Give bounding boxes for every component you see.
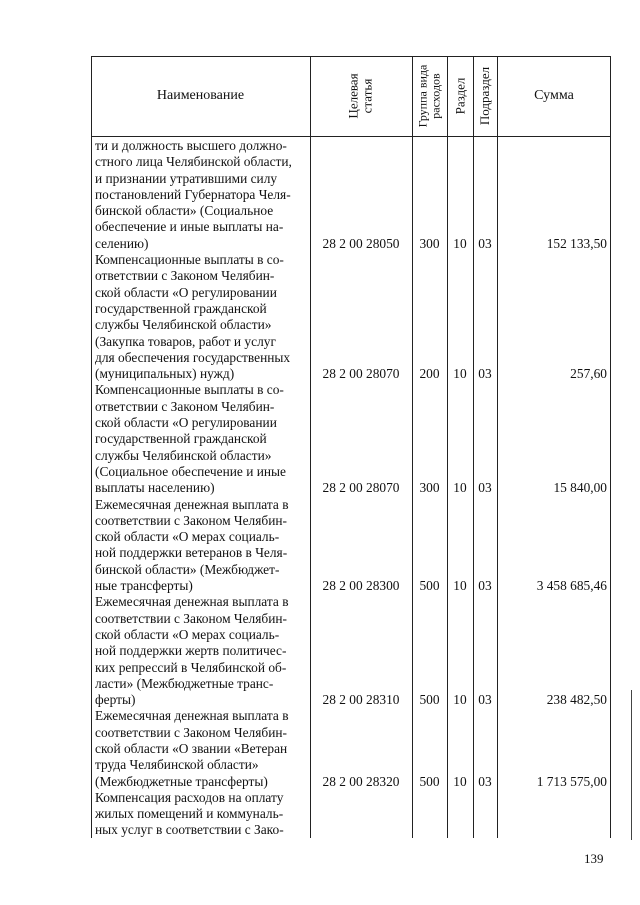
row-target-article: 28 2 00 28300 <box>322 578 400 594</box>
header-expense-group: Группа вида расходов <box>415 64 443 128</box>
header-name: Наименование <box>156 88 245 103</box>
table-row <box>91 252 611 382</box>
row-subsection: 03 <box>478 366 492 382</box>
row-subsection: 03 <box>478 235 492 251</box>
row-name: Компенсационные выплаты в со- ответствии с Законом Челябин- ской области «О регулировании государственной гражданской службы Челябинской области» (Закупка товаров, работ и услуг для обеспечения государственных (муниципальных) нужд) <box>95 252 291 382</box>
budget-table <box>91 56 611 838</box>
row-target-article: 28 2 00 28310 <box>322 692 400 708</box>
row-target-article: 28 2 00 28070 <box>322 366 400 382</box>
row-subsection: 03 <box>478 692 492 708</box>
row-name: Ежемесячная денежная выплата в соответствии с Законом Челябин- ской области «О мерах социаль- ной поддержки жертв политичес- ких репрессий в Челябинской об- ласти» (Межбюджетные транс- ферты) <box>95 594 289 708</box>
row-sum: 152 133,50 <box>546 235 607 251</box>
row-sum: 238 482,50 <box>546 692 607 708</box>
table-row <box>91 708 611 789</box>
row-target-article: 28 2 00 28070 <box>322 480 400 496</box>
header-subsection: Подраздел <box>477 66 493 126</box>
row-subsection: 03 <box>478 480 492 496</box>
row-expense-group: 500 <box>419 692 440 708</box>
row-name: ти и должность высшего должно- стного лица Челябинской области, и признании утратившими силу постановлений Губернатора Челя- бинской области» (Социальное обеспечение и иные выплаты на- селению) <box>95 138 292 251</box>
table-row <box>91 138 611 252</box>
table-row <box>91 497 611 595</box>
header-target-article: Целевая статья <box>345 73 375 119</box>
page-number: 139 <box>584 851 604 866</box>
row-expense-group: 300 <box>419 235 440 251</box>
row-expense-group: 300 <box>419 480 440 496</box>
row-sum: 257,60 <box>570 366 607 382</box>
row-section: 10 <box>453 773 467 789</box>
row-subsection: 03 <box>478 773 492 789</box>
row-section: 10 <box>453 235 467 251</box>
table-row <box>91 382 611 496</box>
row-section: 10 <box>453 692 467 708</box>
header-section: Раздел <box>452 77 467 115</box>
row-name: Ежемесячная денежная выплата в соответствии с Законом Челябин- ской области «О звании «Ветеран труда Челябинской области» (Межбюджетные трансферты) <box>95 708 289 789</box>
row-section: 10 <box>453 578 467 594</box>
row-name: Компенсационные выплаты в со- ответствии с Законом Челябин- ской области «О регулировании государственной гражданской службы Челябинской области» (Социальное обеспечение и иные выплаты населению) <box>95 382 286 496</box>
row-name: Ежемесячная денежная выплата в соответствии с Законом Челябин- ской области «О мерах социаль- ной поддержки ветеранов в Челя- бинской области» (Межбюджет- ные трансферты) <box>95 496 289 594</box>
table-body <box>91 138 611 839</box>
row-target-article: 28 2 00 28050 <box>322 235 400 251</box>
header-divider <box>91 136 611 137</box>
margin-line <box>631 690 632 840</box>
row-target-article: 28 2 00 28320 <box>322 773 400 789</box>
row-subsection: 03 <box>478 578 492 594</box>
row-section: 10 <box>453 480 467 496</box>
row-sum: 3 458 685,46 <box>536 578 607 594</box>
table-row <box>91 790 611 839</box>
row-expense-group: 500 <box>419 578 440 594</box>
row-expense-group: 500 <box>419 773 440 789</box>
row-sum: 15 840,00 <box>553 480 607 496</box>
header-sum: Сумма <box>534 88 574 103</box>
row-sum: 1 713 575,00 <box>536 773 607 789</box>
row-name: Компенсация расходов на оплату жилых помещений и коммуналь- ных услуг в соответствии с Зако- <box>95 789 284 838</box>
row-section: 10 <box>453 366 467 382</box>
table-row <box>91 594 611 708</box>
row-expense-group: 200 <box>419 366 440 382</box>
